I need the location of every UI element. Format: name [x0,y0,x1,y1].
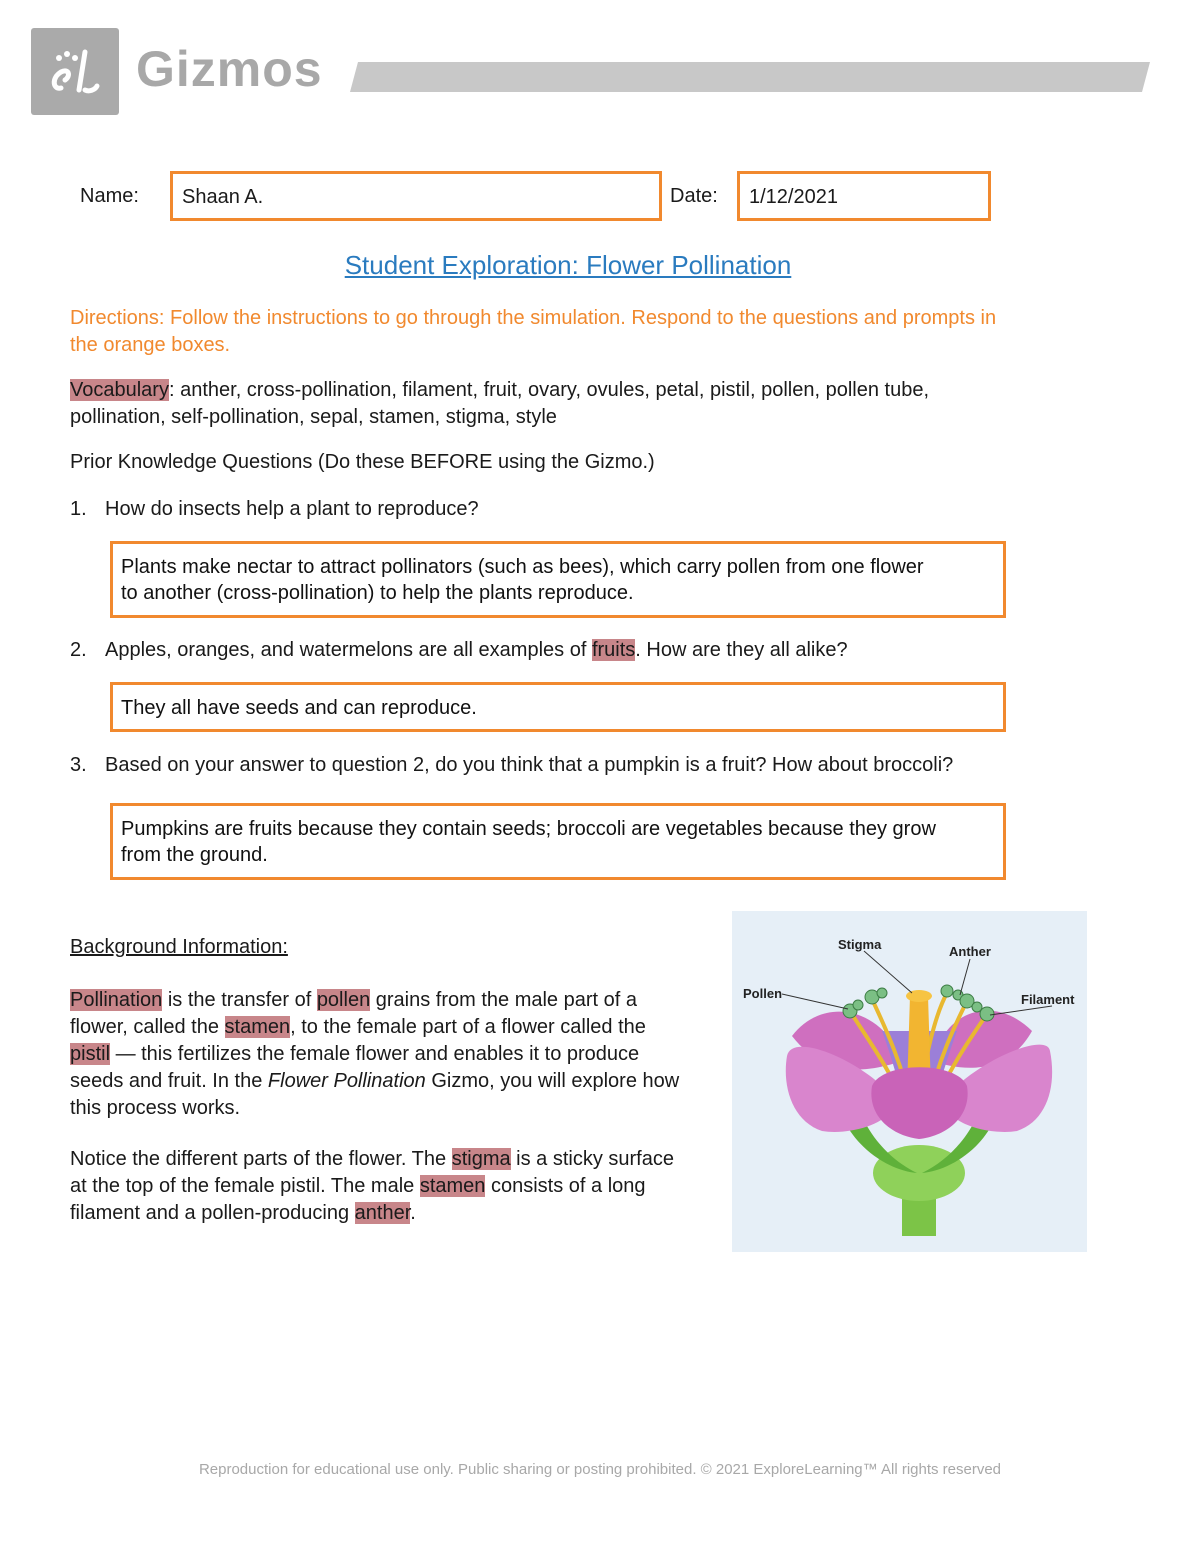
text-run: , to the female part of a flower called the [290,1016,646,1038]
text-run: is the transfer of [162,989,317,1011]
date-label: Date: [670,185,718,207]
question-text: Apples, oranges, and watermelons are all examples of [105,639,592,661]
vocabulary-label: Vocabulary [70,379,169,401]
date-field[interactable]: 1/12/2021 [737,171,991,221]
highlighted-term: anther [354,1202,411,1224]
brand-name: Gizmos [136,41,323,97]
text-run: . [410,1202,416,1224]
answer-line: from the ground. [121,844,268,866]
highlighted-term: stigma [451,1148,511,1170]
answer-line: to another (cross-pollination) to help the plants reproduce. [121,582,634,604]
footer-copyright: Reproduction for educational use only. Public sharing or posting prohibited. © 2021 ExploreLearning™ All rights reserved [198,1461,1002,1478]
directions-line: Directions: Follow the instructions to go through the simulation. Respond to the questions and prompts in [70,307,997,329]
background-paragraph-2 [70,1146,720,1227]
header-bar [350,62,1150,92]
question-3 [70,752,953,779]
text-run: Notice the different parts of the flower. The [70,1148,452,1170]
answer-box-2[interactable] [110,682,1006,732]
text-run: flower, called the [70,1016,225,1038]
question-number: 1. [70,498,87,520]
name-field[interactable]: Shaan A. [170,171,662,221]
filament-label: Filament [1021,992,1075,1007]
anther-label: Anther [949,944,991,959]
text-run: consists of a long [485,1175,646,1197]
prior-knowledge-heading: Prior Knowledge Questions (Do these BEFORE using the Gizmo.) [70,451,655,473]
stigma-label: Stigma [838,937,882,952]
directions [70,305,1070,359]
background-heading: Background Information: [70,936,288,958]
page-title[interactable]: Student Exploration: Flower Pollination [344,250,792,280]
name-label: Name: [80,185,139,207]
question-text: . How are they all alike? [635,639,848,661]
highlighted-term: pistil [70,1043,111,1065]
text-run: at the top of the female pistil. The male [70,1175,420,1197]
directions-line: the orange boxes. [70,334,231,356]
flower-diagram [732,911,1087,1252]
question-text: How do insects help a plant to reproduce? [105,498,479,520]
text-run: this process works. [70,1097,241,1119]
question-text: Based on your answer to question 2, do you think that a pumpkin is a fruit? How about broccoli? [105,754,954,776]
text-run: grains from the male part of a [370,989,637,1011]
question-1 [70,496,479,523]
answer-line: Plants make nectar to attract pollinators (such as bees), which carry pollen from one flower [121,556,924,578]
highlighted-term: stamen [419,1175,486,1197]
vocabulary-terms: : anther, cross-pollination, filament, fruit, ovary, ovules, petal, pistil, pollen, pollen tube, [168,379,929,401]
vocabulary-terms: pollination, self-pollination, sepal, stamen, stigma, style [70,406,557,428]
explorelearning-logo-icon [31,28,119,115]
question-number: 2. [70,639,87,661]
answer-line: Pumpkins are fruits because they contain seeds; broccoli are vegetables because they grow [121,818,936,840]
text-run: is a sticky surface [510,1148,674,1170]
answer-box-3[interactable] [110,803,1006,880]
highlighted-term: Pollination [70,989,163,1011]
petal-shape [871,1067,967,1139]
answer-box-1[interactable] [110,541,1006,618]
question-number: 3. [70,754,87,776]
vocabulary [70,377,1070,431]
highlighted-term: stamen [224,1016,291,1038]
text-run: — this fertilizes the female flower and enables it to produce [110,1043,640,1065]
question-2 [70,637,848,664]
highlighted-term: pollen [316,989,371,1011]
text-run: seeds and fruit. In the [70,1070,268,1092]
text-run: filament and a pollen-producing [70,1202,355,1224]
highlighted-term: fruits [591,639,636,661]
answer-line: They all have seeds and can reproduce. [121,697,477,719]
background-paragraph-1 [70,987,720,1122]
gizmo-name: Flower Pollination [267,1070,426,1092]
pollen-label: Pollen [743,986,783,1001]
text-run: Gizmo, you will explore how [425,1070,680,1092]
